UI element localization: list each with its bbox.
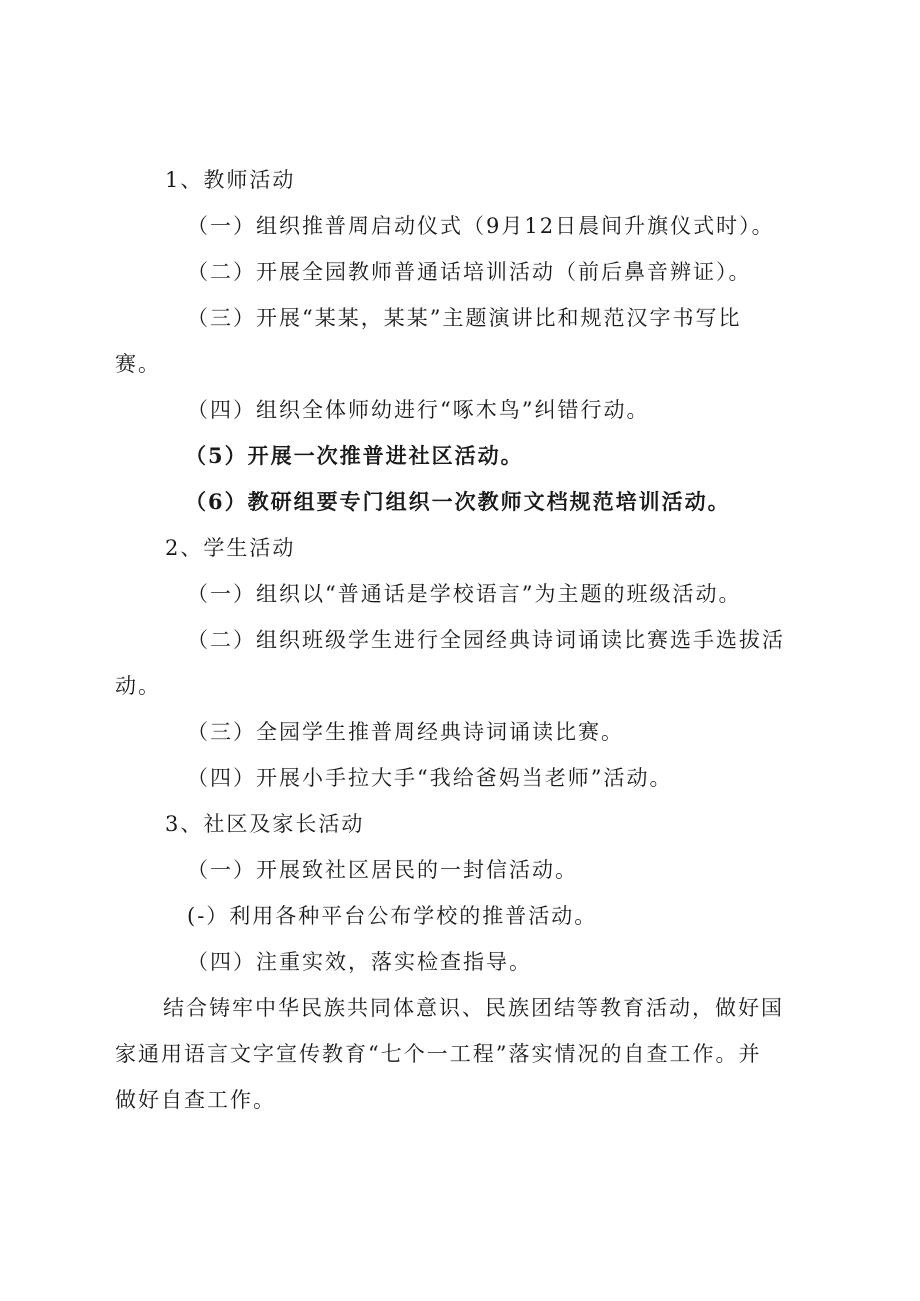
closing-paragraph-line-3: 做好自查工作。 bbox=[115, 1088, 276, 1112]
teacher-item-4: （四）组织全体师幼进行“啄木鸟”纠错行动。 bbox=[187, 398, 650, 422]
teacher-item-1: （一）组织推普周启动仪式（9月12日晨间升旗仪式时）。 bbox=[187, 214, 775, 238]
closing-paragraph-line-1: 结合铸牢中华民族共同体意识、民族团结等教育活动，做好国 bbox=[163, 996, 784, 1020]
community-item-3: （四）注重实效，落实检查指导。 bbox=[187, 950, 532, 974]
section-heading-student: 2、学生活动 bbox=[165, 536, 296, 560]
document-body bbox=[115, 157, 795, 1123]
teacher-item-6: （6）教研组要专门组织一次教师文档规范培训活动。 bbox=[185, 489, 731, 514]
teacher-item-2: （二）开展全园教师普通话培训活动（前后鼻音辨证）。 bbox=[187, 260, 752, 284]
community-item-2: (-）利用各种平台公布学校的推普活动。 bbox=[187, 904, 598, 928]
student-item-3: （三）全园学生推普周经典诗词诵读比赛。 bbox=[187, 720, 624, 744]
section-heading-teacher: 1、教师活动 bbox=[165, 168, 296, 192]
closing-paragraph-line-2: 家通用语言文字宣传教育“七个一工程”落实情况的自查工作。并 bbox=[115, 1042, 762, 1066]
community-item-1: （一）开展致社区居民的一封信活动。 bbox=[187, 858, 578, 882]
student-item-4: （四）开展小手拉大手“我给爸妈当老师”活动。 bbox=[187, 766, 673, 790]
teacher-item-3-continued: 赛。 bbox=[115, 352, 161, 376]
student-item-2-continued: 动。 bbox=[115, 674, 161, 698]
teacher-item-5: （5）开展一次推普进社区活动。 bbox=[185, 443, 524, 468]
student-item-2: （二）组织班级学生进行全园经典诗词诵读比赛选手选拔活 bbox=[187, 628, 785, 652]
teacher-item-3: （三）开展“某某，某某”主题演讲比和规范汉字书写比 bbox=[187, 306, 742, 330]
student-item-1: （一）组织以“普通话是学校语言”为主题的班级活动。 bbox=[187, 582, 742, 606]
section-heading-community: 3、社区及家长活动 bbox=[165, 812, 365, 836]
